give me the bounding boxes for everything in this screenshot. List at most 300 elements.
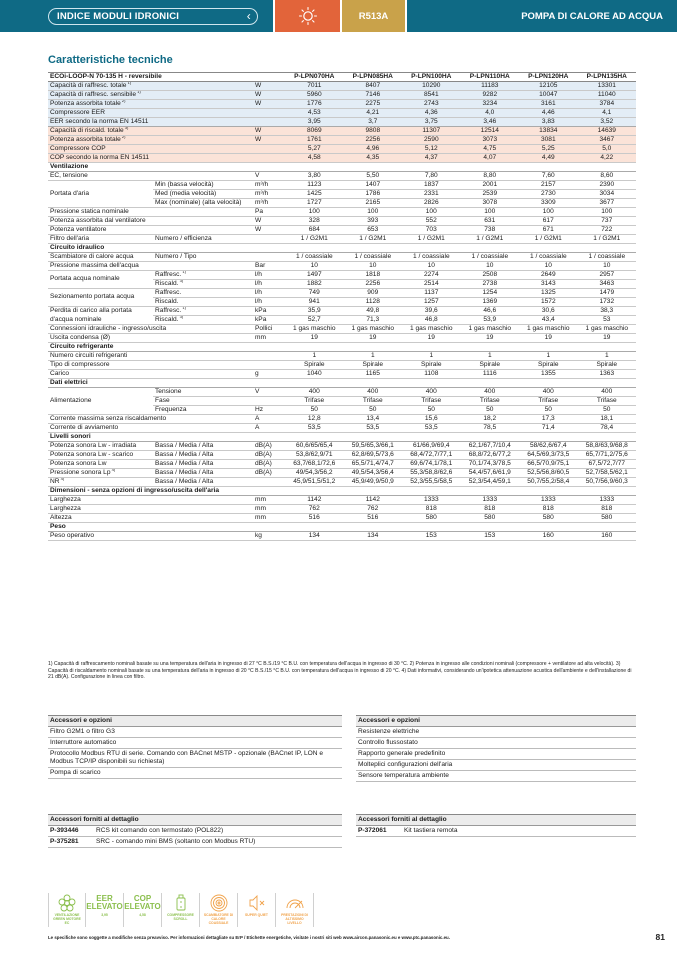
value-cell: 1142 [285,496,344,505]
unit-cell: m³/h [253,199,285,208]
value-cell: Spirale [285,361,344,370]
value-cell: 328 [285,217,344,226]
row-label: Corrente massima senza riscaldamento [48,415,253,424]
value-cell: 78,5 [461,424,520,433]
value-cell: 10 [461,262,520,271]
value-cell: 1123 [285,181,344,190]
unit-cell: m³/h [253,190,285,199]
value-cell: 5960 [285,91,344,100]
value-cell: 100 [578,208,637,217]
value-cell: 78,4 [578,424,637,433]
value-cell: 7011 [285,82,344,91]
table-row [48,289,636,298]
value-cell: 58/62,6/67,4 [519,442,578,451]
value-cell: 3,75 [402,118,461,127]
value-cell: 18,2 [461,415,520,424]
feature-caption: SCAMBIATORE DI CALORE COASSIALE [203,913,234,925]
value-cell: 8,60 [578,172,637,181]
unit-cell [253,397,285,406]
table-row [48,451,636,460]
value-cell: Trifase [344,397,403,406]
value-cell: 516 [285,514,344,523]
value-cell: 2539 [461,190,520,199]
unit-cell: W [253,226,285,235]
value-cell: 49,8 [344,307,403,316]
value-cell: 737 [578,217,637,226]
value-cell: 1333 [402,496,461,505]
unit-cell: W [253,217,285,226]
unit-cell [253,145,285,154]
value-cell: 53 [578,316,637,325]
value-cell: 9282 [461,91,520,100]
value-cell: 580 [402,514,461,523]
heating-mode-tab[interactable] [275,0,340,32]
table-row [48,226,636,235]
table-row [48,181,636,190]
value-cell: 1333 [461,496,520,505]
product-code: P-393446 [48,826,94,837]
feature-title: EER ELEVATO [86,894,123,911]
unit-cell: dB(A) [253,460,285,469]
row-sublabel: Riscald. $^{3)}$ [153,280,253,289]
product-desc: Kit tastiera remota [402,826,636,837]
group-title: Circuito idraulico [48,244,636,253]
product-code: P-372061 [356,826,402,837]
value-cell: 53,5 [344,424,403,433]
value-cell: 400 [519,388,578,397]
value-cell: 4,53 [285,109,344,118]
unit-cell [253,118,285,127]
chevron-left-icon: ‹ [246,9,251,23]
value-cell: 13834 [519,127,578,136]
table-row [48,253,636,262]
value-cell: 50 [402,406,461,415]
value-cell: 19 [344,334,403,343]
value-cell: 160 [519,532,578,541]
group-title: Livelli sonori [48,433,636,442]
value-cell: 17,3 [519,415,578,424]
row-sublabel: Numero / Tipo [153,253,285,262]
value-cell: 62,8/69,5/73,6 [344,451,403,460]
row-label: Compressore COP [48,145,253,154]
table-row [48,145,636,154]
value-cell: 71,4 [519,424,578,433]
table-row [48,460,636,469]
value-cell: 3081 [519,136,578,145]
value-cell: 10047 [519,91,578,100]
feature-caption: VENTILAZIONE GREEN MOTORE EC [53,913,81,925]
list-item: Pompa di scarico [48,768,342,779]
value-cell: 100 [461,208,520,217]
value-cell: 4,22 [578,154,637,163]
model-header: P-LPN100HA [402,73,461,82]
row-sublabel: Tensione [153,388,253,397]
value-cell: 71,3 [344,316,403,325]
footnotes: 1) Capacità di raffrescamento nominali basate su una temperatura dell'aria in ingresso di 27 °C B.S./19 °C B.U. con temperatura dell'acqua in ingresso di 30 °C. 2) Potenza in ingresso alle condizioni nominali (compressore + ventilatore ad alta velocità). 3) Capacità di riscaldamento nominali basate su una temperatura dell'aria in ingresso di 20 °C B.S./15 °C B.U. con temperatura dell'acqua in ingresso di 20 °C. 4) Dati informativi, considerando un'ipotetica attenuazione acustica dell'ambiente e dell'installazione di 21 dB(A). Configurazione in linea con filtro. [48,661,632,681]
unit-cell: l/h [253,298,285,307]
unit-cell: mm [253,514,285,523]
value-cell: 60,6/65/65,4 [285,442,344,451]
value-cell: 7146 [344,91,403,100]
value-cell: 50 [578,406,637,415]
value-cell: 1727 [285,199,344,208]
table-row [48,415,636,424]
value-cell: 10 [285,262,344,271]
value-cell: 1 gas maschio [285,325,344,334]
unit-cell [253,478,285,487]
value-cell: 2390 [578,181,637,190]
value-cell: 9808 [344,127,403,136]
compressor-icon [175,894,187,912]
value-cell: 54,4/57,6/61,9 [461,469,520,478]
value-cell: 2275 [344,100,403,109]
value-cell: 762 [344,505,403,514]
value-cell: 4,58 [285,154,344,163]
row-label: Capacità di raffresc. sensibile $^{1)}$ [48,91,253,100]
value-cell: 67,5/72,7/77 [578,460,637,469]
row-sublabel: Min (bassa velocità) [153,181,253,190]
value-cell: 1 / coassiale [519,253,578,262]
value-cell: 2157 [519,181,578,190]
row-label: Altezza [48,514,253,523]
unit-cell [253,154,285,163]
row-label: Potenza assorbita totale $^{2)}$ [48,136,253,145]
value-cell: 2331 [402,190,461,199]
retail-left-table [48,814,342,848]
value-cell: 5,25 [519,145,578,154]
value-cell: 134 [344,532,403,541]
table-row [48,496,636,505]
value-cell: 63,7/68,1/72,6 [285,460,344,469]
value-cell: 3467 [578,136,637,145]
value-cell: 45,9/49,9/50,9 [344,478,403,487]
value-cell: 58,8/63,9/68,8 [578,442,637,451]
table-row [48,109,636,118]
value-cell: 1818 [344,271,403,280]
product-desc: RCS kit comando con termostato (POL822) [94,826,342,837]
value-cell: 1 / G2M1 [519,235,578,244]
feature-caption: SUPER QUIET [245,913,268,917]
value-cell: 1363 [578,370,637,379]
value-cell: 393 [344,217,403,226]
value-cell: 46,8 [402,316,461,325]
value-cell: 1257 [402,298,461,307]
value-cell: Spirale [519,361,578,370]
value-cell: 10 [344,262,403,271]
value-cell: 1 / G2M1 [344,235,403,244]
unit-cell: l/h [253,271,285,280]
row-label: Corrente di avviamento [48,424,253,433]
value-cell: 3677 [578,199,637,208]
value-cell: 1 / G2M1 [461,235,520,244]
row-sublabel: Fase [153,397,253,406]
unit-cell: W [253,127,285,136]
row-label: NR $^{4)}$ [48,478,153,487]
value-cell: 10 [519,262,578,271]
value-cell: 12514 [461,127,520,136]
value-cell: 100 [285,208,344,217]
table-row [48,379,636,388]
value-cell: 50 [519,406,578,415]
value-cell: 762 [285,505,344,514]
unit-cell: dB(A) [253,451,285,460]
footer-disclaimer: Le specifiche sono soggette a modifiche senza preavviso. Per informazioni dettagliate su ErP / Etichette energetiche, visitate i nostri siti web www.aircon.panasonic.eu e www.ptc.panasonic.eu. [48,935,450,940]
table-row [48,424,636,433]
table-row [48,100,636,109]
unit-cell: dB(A) [253,442,285,451]
mute-speaker-icon [248,895,266,911]
unit-cell: W [253,136,285,145]
unit-cell: V [253,172,285,181]
value-cell: 2649 [519,271,578,280]
value-cell: 1 gas maschio [344,325,403,334]
value-cell: 2957 [578,271,637,280]
unit-cell: dB(A) [253,469,285,478]
value-cell: 580 [578,514,637,523]
category-title: POMPA DI CALORE AD ACQUA [407,0,677,32]
feature-cop [124,893,162,927]
value-cell: 3161 [519,100,578,109]
value-cell: 7,80 [402,172,461,181]
list-item: Sensore temperatura ambiente [356,771,636,782]
value-cell: 818 [461,505,520,514]
table-row [48,433,636,442]
value-cell: 400 [285,388,344,397]
table-row [48,370,636,379]
feature-caption: PRESTAZIONI DI ALTISSIMO LIVELLO [281,913,308,925]
value-cell: 3,52 [578,118,637,127]
section-title: Caratteristiche tecniche [48,54,173,66]
list-item: Protocollo Modbus RTU di serie. Comando con BACnet MSTP - opzionale (BACnet IP, LON e Modbus TCP/IP disponibili su richiesta) [48,749,342,768]
value-cell: 7,60 [519,172,578,181]
value-cell: 52,7/58,5/62,1 [578,469,637,478]
value-cell: 400 [344,388,403,397]
unit-cell: kg [253,532,285,541]
coil-icon [210,894,228,912]
value-cell: 1572 [519,298,578,307]
value-cell: 1 / coassiale [578,253,637,262]
row-label: Compressore EER [48,109,253,118]
value-cell: 5,12 [402,145,461,154]
model-header: P-LPN135HA [578,73,637,82]
value-cell: 2738 [461,280,520,289]
value-cell: 1333 [578,496,637,505]
value-cell: 53,5 [402,424,461,433]
unit-cell: V [253,388,285,397]
value-cell: 8407 [344,82,403,91]
list-item: Filtro G2M1 o filtro G3 [48,727,342,738]
row-label: Pressione massima dell'acqua [48,262,253,271]
row-label: Scambiatore di calore acqua [48,253,153,262]
value-cell: 1 / G2M1 [578,235,637,244]
row-label: COP secondo la norma EN 14511 [48,154,253,163]
row-label: Filtro dell'aria [48,235,153,244]
value-cell: Trifase [402,397,461,406]
value-cell: 818 [402,505,461,514]
value-cell: 1407 [344,181,403,190]
row-label: Portata acqua nominale [48,271,153,289]
value-cell: 516 [344,514,403,523]
value-cell: 11307 [402,127,461,136]
table-row [48,478,636,487]
value-cell: 19 [285,334,344,343]
row-label: Potenza ventilatore [48,226,253,235]
feature-coaxial [200,893,238,927]
value-cell: 3,95 [285,118,344,127]
value-cell: Spirale [461,361,520,370]
unit-cell: Pollici [253,325,285,334]
value-cell: 5,50 [344,172,403,181]
feature-scroll-compressor [162,893,200,927]
value-cell: 1 [461,352,520,361]
value-cell: 8069 [285,127,344,136]
value-cell: 1 gas maschio [578,325,637,334]
retail-right-table [356,814,636,837]
row-label: Peso operativo [48,532,253,541]
value-cell: 4,37 [402,154,461,163]
value-cell: 50,7/55,2/58,4 [519,478,578,487]
fan-icon [58,894,76,912]
value-cell: 5,0 [578,145,637,154]
value-cell: 3073 [461,136,520,145]
value-cell: 1776 [285,100,344,109]
table-row [48,532,636,541]
table-row [48,343,636,352]
value-cell: 1254 [461,289,520,298]
value-cell: 19 [402,334,461,343]
row-sublabel: Numero / efficienza [153,235,285,244]
value-cell: 909 [344,289,403,298]
value-cell: 68,4/72,7/77,1 [402,451,461,460]
index-button[interactable] [48,8,258,25]
table-row [48,514,636,523]
value-cell: 1 / G2M1 [285,235,344,244]
value-cell: 2743 [402,100,461,109]
value-cell: 38,3 [578,307,637,316]
row-sublabel: Riscald. [153,298,253,307]
value-cell: 400 [578,388,637,397]
value-cell: 53,8/62,9/71 [285,451,344,460]
value-cell: 818 [578,505,637,514]
value-cell: 1040 [285,370,344,379]
table-row [48,217,636,226]
row-label: Potenza assorbita totale $^{2)}$ [48,100,253,109]
row-label: Perdita di carico alla portata d'acqua nominale [48,307,153,325]
group-title: Peso [48,523,636,532]
row-label: Portata d'aria [48,181,153,208]
value-cell: 8,80 [461,172,520,181]
row-sublabel: Raffresc. $^{1)}$ [153,307,253,316]
value-cell: 160 [578,532,637,541]
group-title: Dati elettrici [48,379,636,388]
unit-cell: Bar [253,262,285,271]
value-cell: 15,6 [402,415,461,424]
value-cell: 1497 [285,271,344,280]
row-label: Larghezza [48,496,253,505]
list-item: Interruttore automatico [48,738,342,749]
value-cell: 10290 [402,82,461,91]
value-cell: 2514 [402,280,461,289]
feature-title: COP ELEVATO [124,894,161,911]
value-cell: 1369 [461,298,520,307]
value-cell: 10 [402,262,461,271]
value-cell: 50 [461,406,520,415]
accessories-right-table [356,715,636,782]
row-sublabel: Raffresc. [153,289,253,298]
value-cell: 1128 [344,298,403,307]
spec-table [48,72,636,541]
unit-cell: mm [253,505,285,514]
row-label: Potenza sonora Lw - irradiata [48,442,153,451]
value-cell: 14639 [578,127,637,136]
value-cell: 2508 [461,271,520,280]
table-row [48,361,636,370]
product-desc: SRC - comando mini BMS (soltanto con Modbus RTU) [94,837,342,848]
value-cell: Trifase [578,397,637,406]
value-cell: 653 [344,226,403,235]
table-row [48,154,636,163]
unit-cell: l/h [253,280,285,289]
retail-left-title: Accessori forniti al dettaglio [48,815,342,826]
row-label: EER secondo la norma EN 14511 [48,118,253,127]
table-row [48,334,636,343]
value-cell: 4,07 [461,154,520,163]
table-row [48,208,636,217]
table-row [48,118,636,127]
row-sublabel: Bassa / Media / Alta [153,451,253,460]
value-cell: 61/66,9/69,4 [402,442,461,451]
group-title: Dimensioni - senza opzioni di ingresso/uscita dell'aria [48,487,636,496]
value-cell: 2590 [402,136,461,145]
refrigerant-tab[interactable]: R513A [342,0,405,32]
value-cell: 19 [519,334,578,343]
table-row [48,837,342,848]
row-label: Tipo di compressore [48,361,253,370]
value-cell: 1355 [519,370,578,379]
value-cell: 1 [344,352,403,361]
value-cell: 59,5/65,3/66,1 [344,442,403,451]
value-cell: 2274 [402,271,461,280]
value-cell: 52,3/55,5/58,5 [402,478,461,487]
value-cell: 3078 [461,199,520,208]
list-item: Resistenze elettriche [356,727,636,738]
unit-cell: A [253,415,285,424]
model-header: P-LPN110HA [461,73,520,82]
value-cell: 2730 [519,190,578,199]
row-label: EC, tensione [48,172,253,181]
unit-cell: mm [253,496,285,505]
value-cell: 1 [519,352,578,361]
value-cell: 10 [578,262,637,271]
value-cell: 3784 [578,100,637,109]
unit-cell: W [253,82,285,91]
unit-cell: l/h [253,289,285,298]
row-sublabel: Bassa / Media / Alta [153,442,253,451]
value-cell: 4,46 [519,109,578,118]
value-cell: 4,49 [519,154,578,163]
unit-cell: kPa [253,307,285,316]
value-cell: 18,1 [578,415,637,424]
value-cell: 3,80 [285,172,344,181]
value-cell: 1 gas maschio [461,325,520,334]
value-cell: Spirale [578,361,637,370]
value-cell: 684 [285,226,344,235]
row-label: Larghezza [48,505,253,514]
list-item: Controllo flussostato [356,738,636,749]
row-label: Alimentazione [48,388,153,415]
value-cell: 941 [285,298,344,307]
value-cell: 134 [285,532,344,541]
